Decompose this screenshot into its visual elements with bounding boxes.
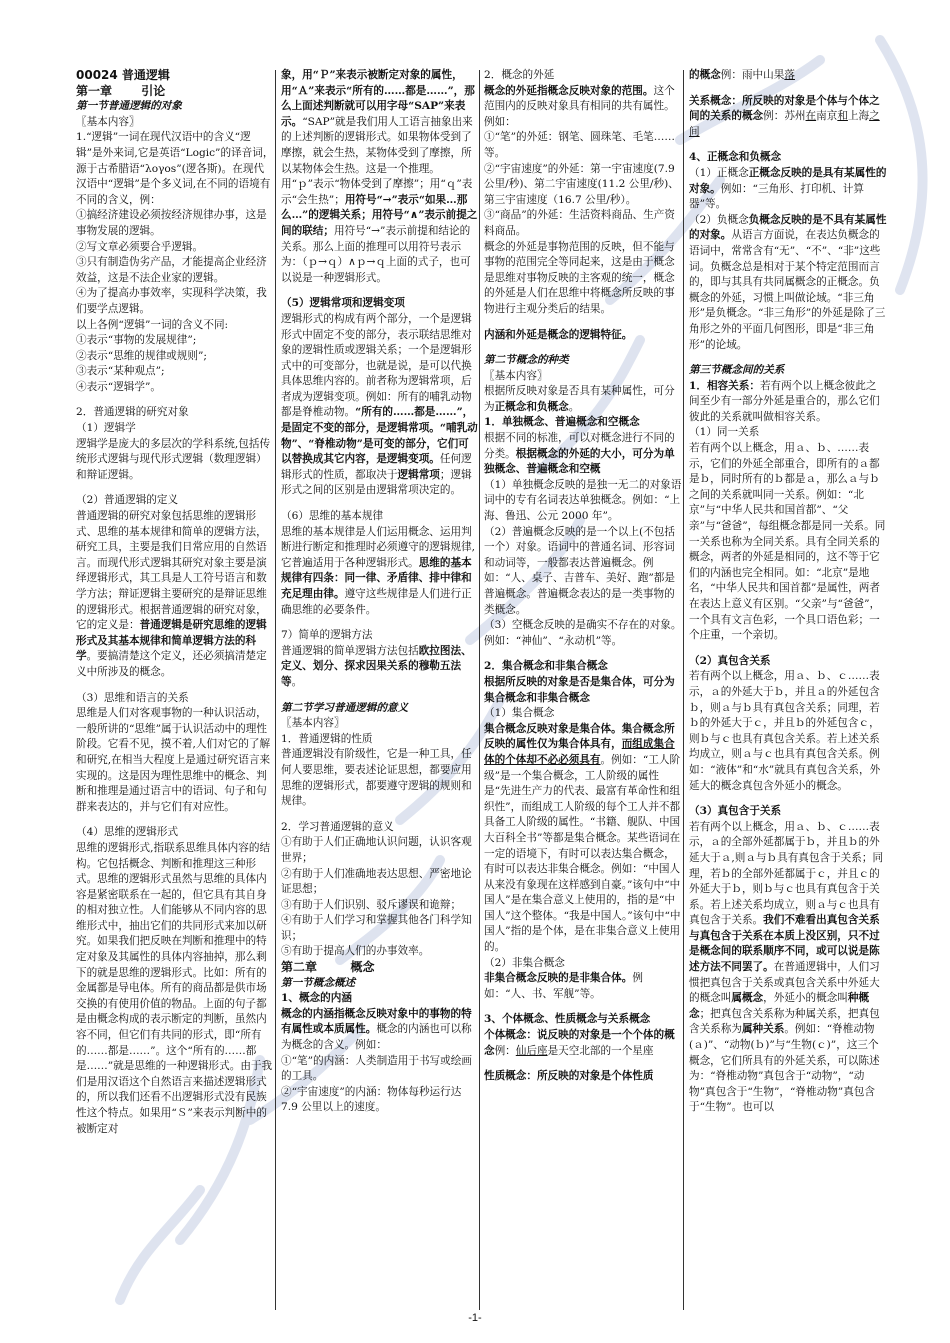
- bold-text: 关系概念：所反映的对象是个体与个体之间的关系的概念: [689, 94, 880, 123]
- column-divider: [275, 70, 276, 1310]
- text-run: 思维的基本规律是人们运用概念、运用判断进行断定和推理时必须遵守的逻辑规律,它普遍适用于各种逻辑形式。: [281, 525, 476, 569]
- text-run: 。例如：“工人阶级”是一个集合概念，工人阶级的属性是“先进生产力的代表、最富有革命性和组织性”，而组成工人阶级的每个工人并不都具备工人阶级的属性。“书籍、舰队、中国大百科全书”等都是集合概念。某些语词在一定的语境下，有时可以表达集合概念，有时可以表达非集合概念。例如：“中国人从来没有象现在这样感到自豪。”该句中“中国人”是在集合意义上使用的，指的是“中国人”这个整体。“我是中国人。”该句中“中国人”指的是个体，是在非集合意义上使用的。: [484, 753, 681, 954]
- text-run: （2）负概念: [689, 213, 749, 226]
- text-run: 例：苏州: [763, 110, 806, 123]
- subheading: 2．概念的外延: [484, 69, 555, 81]
- text-run: 上海: [847, 110, 870, 123]
- paragraph: 若有两个以上概念，用ａ、ｂ、……表示，它们的外延全部重合，即所有的ａ都是ｂ，同时所有的ｂ都是ａ，那么ａ与ｂ之间的关系就叫同一关系。例如：“北京”与“中华人民共和国首都”、“父亲”与“爸爸”，每组概念都是同一关系。同一关系也称为全同关系。具有全同关系的概念，两者的外延是相同的，这不等于它们的内涵也完全相同。如：“北京”是地名，“中华人民共和国首都”是属性，两者在表达上意义有区别。“父亲”与“爸爸”，一个具有文言色彩，一个具口语色彩；一个庄重，一个亲切。: [689, 442, 886, 642]
- subheading: （1）同一关系: [689, 426, 760, 439]
- list-item: ②表示“思维的规律或规则”;: [76, 349, 207, 362]
- subheading: （3）真包含于关系: [689, 805, 782, 818]
- basic-content-label: 〖基本内容〗: [484, 369, 548, 382]
- subheading: 2．学习普通逻辑的意义: [281, 820, 394, 833]
- bold-text: 概念的外延指概念反映对象的范围。: [484, 84, 654, 97]
- document-title: 00024 普通逻辑: [76, 68, 170, 82]
- column-2: [281, 68, 479, 1308]
- bold-text: 种概念: [689, 992, 870, 1020]
- paragraph: 思维的逻辑形式,指联系思维具体内容的结构。它包括概念、判断和推理这三种形式。思维的逻辑形式虽然与思维的具体内容是紧密联系在一起的，但它具有其自身的相对独立性。人们能够从不同内容的思维形式中，抽出它们的共同形式来加以研究。如果我们把反映在判断和推理中的特定对象及其属性的具体内容抽掉，那么剩下的就是思维的逻辑形式。比如：所有的金属都是导电体。所有的商品都是供市场交换的有使用价值的物品。上面的句子都是由概念构成的表示断定的判断，虽然内容不同，但它们有共同的形式，即“所有的……都是……”。这个“所有的……都是……”就是思维的一种逻辑形式。由于我们是用汉语这个自然语言来描述逻辑形式的，所以我们还看不出逻辑形式没有民族性这个特点。如果用“Ｓ”来表示判断中的被断定对: [76, 841, 273, 1135]
- subheading: 2．普通逻辑的研究对象: [76, 406, 189, 419]
- text-run: 。: [568, 400, 580, 413]
- bold-text: 思维的基本规律有四条：同一律、矛盾律、排中律和充足理由律。: [281, 556, 472, 600]
- text-run: 从语言方面说，在表达负概念的语词中，常常含有“无”、“不”、“非”这些词。负概念总是相对于某个特定范围而言的，即与其具有共同属概念的正概念。负概念的外延，习惯上叫做论域。“非三角形”是负概念。“非三角形”的外延是除了三角形之外的平面几何图形，即是“非三角形”的论域。: [689, 229, 886, 351]
- subheading: （4）思维的逻辑形式: [76, 826, 179, 839]
- bold-text: 属概念: [731, 992, 764, 1005]
- bold-text: 欧拉图法、定义、划分、探求因果关系的穆勒五法等: [281, 644, 472, 688]
- list-item: ①有助于人们正确地认识问题，认识客观世界；: [281, 836, 472, 864]
- subheading: （6）思维的基本规律: [281, 510, 384, 523]
- text-run: 普通逻辑的简单逻辑方法包括: [281, 644, 419, 657]
- paragraph: [484, 971, 682, 1002]
- text-run: 这个范围内的反映对象具有相同的共有属性。: [484, 84, 675, 113]
- subheading: 1．普通逻辑的性质: [281, 732, 373, 745]
- bold-text: “所有的……都是……”，是固定不变的部分，是逻辑常项。“哺乳动物”、“脊椎动物”是可变的部分，它们可以替换成其它内容，是逻辑变项。: [281, 406, 478, 466]
- paragraph: [689, 213, 887, 353]
- bold-text: 个体概念：说反映的对象是一个个体的概念: [484, 1029, 675, 1057]
- paragraph: 内涵和外延是概念的逻辑特征。: [484, 328, 633, 341]
- text-run: ；逻辑形式之间的区别是由逻辑常项决定的。: [281, 468, 472, 497]
- text-run: 用符号“→”表示前提和结论的关系。那么上面的推理可以用符号表示为：（ｐ→ｑ）∧ｐ→ｑ上面的式子，也可以说是一种逻辑形式。: [281, 224, 471, 284]
- chapter-1-heading: [76, 84, 274, 100]
- bold-text: 普通逻辑是研究思维的逻辑形式及其基本规律和简单逻辑方法的科学: [76, 619, 267, 663]
- column-divider: [479, 70, 480, 1310]
- paragraph: 性质概念：所反映的对象是个体性质: [484, 1070, 654, 1083]
- bold-text: 象，用“Ｐ”来表示被断定对象的属性，用“Ａ”来表示“所有的……都是……”，那么上面述判断就可以用字母“SAP”来表示。: [281, 69, 475, 128]
- bold-text: 用符号“→”表示“如果…那么…”的逻辑关系；用符号“∧”表示前提之间的联结；: [281, 193, 478, 237]
- paragraph: 逻辑学是庞大的多层次的学科系统,包括传统形式逻辑与现代形式逻辑（数理逻辑）和辩证逻辑。: [76, 437, 271, 481]
- paragraph: [281, 312, 479, 499]
- bold-text: 集合概念反映对象是集合体。集合概念所反映的属性仅为集合体具有，: [484, 722, 675, 751]
- text-run: 例如：“人、书、军舰”等。: [484, 972, 643, 1000]
- list-item: ③表示“某种观点”;: [76, 365, 165, 378]
- text-run: 逻辑形式的构成有两个部分，一个是逻辑形式中固定不变的部分，表示联结思维对象的逻辑性质或逻辑关系；一个是逻辑形式中的可变部分，也就是说，是可以代换具体思维内容的。前者称为逻辑常项，后者成为逻辑变项。例如：所有的哺乳动物都是脊椎动物。: [281, 312, 472, 419]
- list-item: ②“宇宙速度”的外延：第一宇宙速度(7.9 公里/秒)、第二宇宙速度(11.2 公里/秒)、第三宇宙速度（16.7 公里/秒）。: [484, 162, 679, 206]
- bold-text: 正概念反映的是具有某属性的对象。: [689, 166, 887, 195]
- bold-text: 1．相容关系：: [689, 379, 760, 392]
- column-divider: [683, 70, 684, 1310]
- paragraph: [484, 384, 682, 415]
- subheading: 1、概念的内涵: [281, 992, 352, 1005]
- list-item: ①“笔”的外延：钢笔、圆珠笔、毛笔……等。: [484, 131, 675, 159]
- text-run: 。例如：“脊椎动物(ａ)”、“动物(ｂ)”与“生物(ｃ)”，这三个概念，它们所具有的外延关系，可以陈述为：“脊椎动物”真包含于“动物”，“动物”真包含于“生物”，“脊椎动物”真包含于“生物”。也可以: [689, 1023, 880, 1114]
- paragraph: 例如：: [484, 115, 516, 128]
- text-run: 遵守这些规律是人们进行正确思维的必要条件。: [281, 588, 472, 616]
- text-run: 根据不同的标准，可以对概念进行不同的分类。: [484, 432, 675, 460]
- subheading: （2）真包含关系: [689, 654, 771, 667]
- text-run: ；把真包含关系称为种属关系，把真包含关系称为: [689, 1007, 880, 1036]
- bold-text: 根据概念的外延的大小，可分为单独概念、普遍概念和空概: [484, 447, 675, 476]
- paragraph: 1.“逻辑”一词在现代汉语中的含义“逻辑”是外来词,它是英语“Logic”的译音词，源于古希腊语“λογοs”(逻各斯)。在现代汉语中“逻辑”是个多义词,在不同的语境有不同的含义，例：: [76, 131, 274, 206]
- bold-text: 非集合概念反映的是非集合体。: [484, 972, 633, 985]
- text-run: 根据所反映对象是否具有某种属性，可分为: [484, 385, 675, 413]
- paragraph: [689, 820, 887, 1116]
- column-3: [484, 68, 682, 1308]
- paragraph: [281, 68, 479, 286]
- list-item: ④表示“逻辑学”。: [76, 380, 161, 393]
- chapter-2-title: 概念: [350, 960, 375, 975]
- basic-content-label: 〖基本内容〗: [281, 717, 345, 730]
- paragraph: [689, 94, 887, 141]
- column-1: [76, 68, 274, 1308]
- text-run: 。要搞清楚这个定义，还必须搞清楚定义中所涉及的概念。: [76, 650, 267, 678]
- paragraph: [689, 379, 887, 426]
- subheading: 1．单独概念、普遍概念和空概念: [484, 416, 640, 429]
- underlined-text: 仙后座: [515, 1044, 548, 1057]
- paragraph: [484, 722, 682, 956]
- list-item: ④有助于人们学习和掌握其他各门科学知识；: [281, 914, 472, 942]
- text-run: 任何逻辑形式的性质，都取决于: [281, 453, 472, 481]
- text-run: 是天空北部的一个星座: [547, 1044, 654, 1057]
- section-heading: 第三节概念间的关系: [689, 364, 785, 377]
- list-item: ②有助于人们准确地表达思想、严密地论证思想；: [281, 867, 472, 896]
- bold-underlined-text: 而组成集合体的个体却不必必须具有: [484, 738, 675, 766]
- list-item: ⑤有助于提高人们的办事效率。: [281, 945, 430, 958]
- list-item: ①表示“事物的发展规律”;: [76, 334, 197, 347]
- section-heading: 第二节概念的种类: [484, 354, 569, 367]
- list-item: （3）空概念反映的是确实不存在的对象。例如：“神仙”、“永动机”等。: [484, 619, 682, 647]
- paragraph: [281, 644, 479, 691]
- paragraph: 以上各例“逻辑”一词的含义不同:: [76, 318, 229, 331]
- paragraph: 普通逻辑没有阶级性，它是一种工具，任何人要思维，要表述论证思想，都要应用思维的逻辑形式，都要遵守逻辑的规则和规律。: [281, 748, 472, 808]
- list-item: ②“宇宙速度”的内涵：物体每秒运行达 7.9 公里以上的速度。: [281, 1085, 462, 1114]
- underlined-text: 和: [837, 110, 848, 123]
- text-run: “SAP”就是我们用人工语言抽象出来的上述判断的逻辑形式。如果物体受到了摩擦，就会生热，某物体受到了摩擦，所以某物体会生热。这是一个推理。用“ｐ”表示“物体受到了摩擦”；用“ｑ”表示“会生热”；: [281, 115, 473, 206]
- paragraph: [281, 525, 479, 619]
- paragraph: 概念的外延是事物范围的反映，但不能与事物的范围完全等同起来，这是由于概念是思维对事物反映的主客观的统一，概念的外延是人们在思维中将概念所反映的事物进行主观分类后的结果。: [484, 240, 675, 315]
- paragraph: [76, 509, 274, 681]
- underlined-text: 落: [784, 69, 795, 81]
- subheading: （2）普通逻辑的定义: [76, 494, 179, 507]
- list-item: ③“商品”的外延：生活资料商品、生产资料商品。: [484, 209, 675, 237]
- page-number: -1-: [468, 1312, 482, 1324]
- bold-text: 概念的内涵指概念反映对象中的事物的特有属性或本质属性。: [281, 1007, 472, 1036]
- text-run: 在普通逻辑中，人们习惯把真包含于关系或真包含关系中外延大的概念叫: [689, 961, 880, 1005]
- paragraph: [484, 1028, 682, 1059]
- chapter-2-label: 第二章: [281, 960, 318, 975]
- column-4: [689, 68, 887, 1308]
- chapter-1-label: 第一章: [76, 83, 113, 98]
- bold-text: 正概念和负概念: [494, 400, 569, 413]
- underlined-text: 之间: [689, 110, 880, 138]
- subheading: （5）逻辑常项和逻辑变项: [281, 297, 405, 310]
- text-run: ，外延小的概念叫: [763, 992, 848, 1005]
- subheading: 3、个体概念、性质概念与关系概念: [484, 1013, 651, 1026]
- list-item: ②写文章必须要合乎逻辑。: [76, 240, 204, 253]
- paragraph: 思维是人们对客观事物的一种认识活动，一般所讲的“思维”属于认识活动中的理性阶段。它看不见，摸不着,人们对它的了解和研究,在相当大程度上是通过研究语言来实现的。这是因为理性思维中的概念、判断和推理是通过语言中的语词、句子和句群来表达的，并与它们有对应性。: [76, 707, 271, 813]
- subheading: （3）思维和语言的关系: [76, 691, 189, 704]
- subheading: （2）非集合概念: [484, 956, 565, 969]
- text-run: 例如：“三角形、打印机、计算器”等。: [689, 182, 864, 211]
- text-run: （1）正概念: [689, 166, 749, 179]
- text-run: 若有两个以上概念彼此之间至少有一部分外延是重合的，那么它们彼此的关系就叫做相容关系。: [689, 379, 880, 423]
- paragraph: [689, 68, 887, 84]
- list-item: ④为了提高办事效率，实现科学决策，我们要学点逻辑。: [76, 287, 267, 315]
- text-run: 例：雨中山果: [720, 69, 785, 81]
- bold-text: 属种关系: [741, 1023, 785, 1036]
- subheading: 4、正概念和负概念: [689, 151, 782, 164]
- section-heading: 第一节普通逻辑的对象: [76, 100, 182, 113]
- text-run: 若有两个以上概念，用ａ、ｂ、ｃ……表示，ａ的全部外延都属于ｂ，并且ｂ的外延大于ａ,则ａ与ｂ具有真包含于关系；同理，若ｂ的全部外延都属于ｃ，并且ｃ的外延大于ｂ，则ｂ与ｃ也具有真包含于关系。若上述关系均成立，则ａ与ｃ也具有真包含于关系。: [689, 820, 884, 927]
- text-run: 南京: [816, 110, 838, 123]
- paragraph: 若有两个以上概念，用ａ、ｂ、ｃ……表示，ａ的外延大于ｂ，并且ａ的外延包含ｂ，则ａ与ｂ具有真包含关系；同理，若ｂ的外延大于ｃ，并且ｂ的外延包含ｃ，则ｂ与ｃ也具有真包含关系。若上述关系均成立，则ａ与ｃ也具有真包含关系。例如：“液体”和“水”就具有真包含关系，外延大的概念真包含外延小的概念。: [689, 670, 881, 792]
- list-item: ③有助于人们识别、驳斥谬误和诡辩；: [281, 898, 462, 911]
- paragraph: [484, 431, 682, 478]
- underlined-text: 在: [805, 110, 817, 123]
- subheading: （1）逻辑学: [76, 422, 136, 435]
- paragraph: [484, 84, 682, 115]
- subheading: （1）集合概念: [484, 707, 555, 720]
- chapter-1-title: 引论: [141, 83, 166, 98]
- list-item: ①搞经济建设必须按经济规律办事，这是事物发展的逻辑。: [76, 209, 267, 237]
- bold-text: 逻辑常项: [397, 468, 440, 481]
- paragraph: [689, 166, 887, 213]
- list-item: （2）普遍概念反映的是一个以上(不包括一个）对象。语词中的普通名词、形容词和动词等，一般都表达普遍概念。例如：“人、桌子、吉普车、美好、跑”都是普遍概念。普遍概念表达的是一类事物的类概念。: [484, 525, 675, 616]
- chapter-2-heading: [281, 960, 479, 976]
- list-item: ③只有制造伪劣产品，才能提高企业经济效益，这是不法企业家的逻辑。: [76, 256, 267, 284]
- bold-text: 的概念: [689, 69, 721, 81]
- paragraph: [281, 1007, 479, 1054]
- bold-text: 我们不难看出真包含关系与真包含于关系在本质上没区别，只不过是概念间的联系顺序不同，或可以说是陈述方法不同罢了。: [689, 914, 880, 974]
- subheading: 7）简单的逻辑方法: [281, 629, 373, 642]
- subheading: 2．集合概念和非集合概念: [484, 660, 608, 673]
- text-run: 例：: [494, 1044, 516, 1057]
- paragraph: 根据所反映的对象是否是集合体，可分为集合概念和非集合概念: [484, 675, 675, 704]
- section-heading: 第一节概念概述: [281, 976, 356, 989]
- list-item: （1）单独概念反映的是独一无二的对象语词中的专有名词表达单独概念。例如：“上海、鲁迅、公元 2000 年”。: [484, 478, 682, 523]
- text-run: 。: [291, 675, 303, 688]
- basic-content-label: 〖基本内容〗: [76, 115, 140, 128]
- text-run: 普通逻辑的研究对象包括思维的逻辑形式、思维的基本规律和简单的逻辑方法，研究工具，主要是我们日常应用的自然语言。而现代形式逻辑其研究对象主要是演绎逻辑形式，其工具是人工符号语言和数学方法；辩证逻辑主要研究的是辩证思维的逻辑形式。根据普通逻辑的研究对象，它的定义是：: [76, 510, 267, 632]
- text-run: 概念的内涵也可以称为概念的含义。例如：: [281, 1023, 472, 1052]
- section-heading: 第二节学习普通逻辑的意义: [281, 701, 409, 714]
- list-item: ①“笔”的内涵：人类制造用于书写或绘画的工具。: [281, 1054, 472, 1083]
- bold-text: 负概念反映的是不具有某属性的对象。: [689, 213, 887, 242]
